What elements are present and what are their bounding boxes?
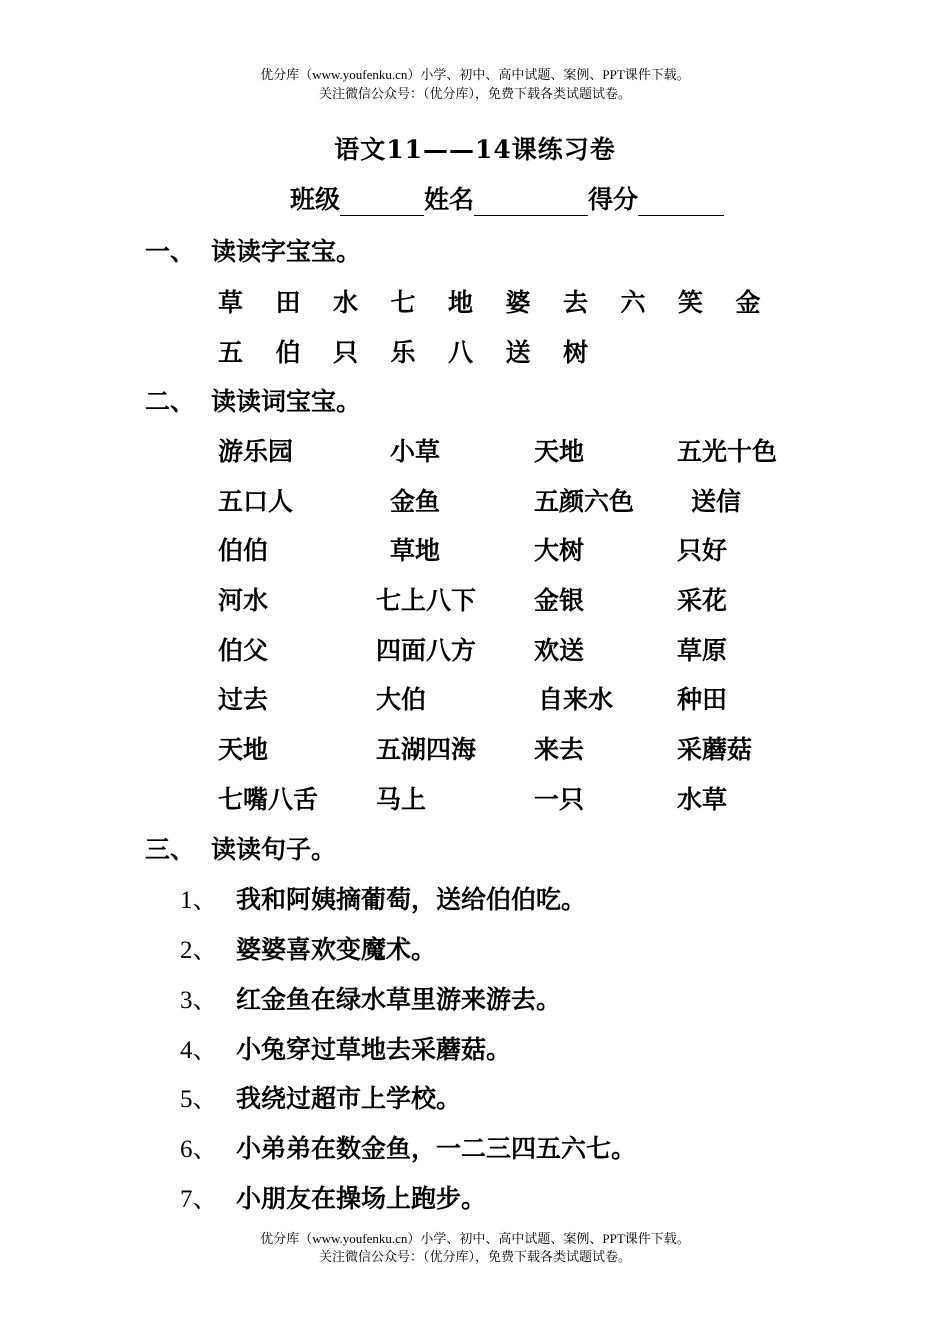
header-line-1: 优分库（www.youfenku.cn）小学、初中、高中试题、案例、PPT课件下载。 — [260, 67, 690, 82]
word-item: 金鱼 — [390, 487, 441, 516]
name-blank[interactable] — [474, 185, 588, 216]
word-item: 七嘴八舌 — [218, 785, 319, 814]
word-item: 伯伯 — [218, 536, 269, 565]
section-2-number: 二、 — [145, 387, 196, 416]
sentence-number: 7、 — [180, 1186, 218, 1213]
word-item: 五口人 — [218, 487, 294, 516]
char-item: 只 — [333, 338, 359, 367]
word-item: 五湖四海 — [376, 735, 477, 764]
sentence-number: 3、 — [180, 987, 218, 1014]
word-item: 天地 — [534, 437, 585, 466]
word-item: 马上 — [376, 785, 427, 814]
section-1-title: 读读字宝宝。 — [211, 237, 362, 266]
char-item: 八 — [448, 338, 474, 367]
section-3-heading — [145, 830, 336, 866]
sentence-text: 红金鱼在绿水草里游来游去。 — [236, 985, 562, 1014]
char-item: 六 — [620, 288, 646, 317]
footer-line-1: 优分库（www.youfenku.cn）小学、初中、高中试题、案例、PPT课件下载。 — [260, 1231, 690, 1246]
sentence-item — [180, 1179, 486, 1215]
word-item: 自来水 — [538, 685, 614, 714]
section-1-number: 一、 — [145, 237, 196, 266]
word-item: 欢送 — [534, 636, 585, 665]
section-1-heading — [145, 232, 361, 268]
score-label: 得分 — [588, 185, 639, 214]
sentence-text: 小弟弟在数金鱼，一二三四五六七。 — [236, 1134, 637, 1163]
class-label: 班级 — [290, 185, 341, 214]
word-item: 草原 — [677, 636, 728, 665]
sentence-item — [180, 930, 436, 966]
char-item: 树 — [563, 338, 589, 367]
char-item: 七 — [390, 288, 416, 317]
sentence-item — [180, 1079, 461, 1115]
word-item: 一只 — [534, 785, 585, 814]
sentence-number: 2、 — [180, 937, 218, 964]
char-item: 伯 — [275, 338, 301, 367]
word-item: 游乐园 — [218, 437, 294, 466]
section-3-number: 三、 — [145, 835, 196, 864]
char-row-2 — [218, 333, 621, 369]
sentence-text: 我和阿姨摘葡萄，送给伯伯吃。 — [236, 885, 587, 914]
word-item: 大树 — [534, 536, 585, 565]
sentence-item — [180, 1030, 511, 1066]
word-item: 过去 — [218, 685, 269, 714]
char-item: 地 — [448, 288, 474, 317]
sentence-number: 5、 — [180, 1086, 218, 1113]
word-item: 五颜六色 — [534, 487, 635, 516]
word-item: 来去 — [534, 735, 585, 764]
class-blank[interactable] — [340, 185, 424, 216]
word-item: 大伯 — [376, 685, 427, 714]
word-item: 种田 — [677, 685, 728, 714]
section-2-title: 读读词宝宝。 — [211, 387, 362, 416]
sentence-text: 婆婆喜欢变魔术。 — [236, 935, 437, 964]
sentence-item — [180, 980, 561, 1016]
word-item: 采蘑菇 — [677, 735, 753, 764]
sentence-text: 小朋友在操场上跑步。 — [236, 1184, 487, 1213]
sentence-number: 6、 — [180, 1136, 218, 1163]
word-item: 四面八方 — [376, 636, 477, 665]
word-item: 草地 — [390, 536, 441, 565]
score-blank[interactable] — [638, 185, 724, 216]
sentence-text: 小兔穿过草地去采蘑菇。 — [236, 1035, 512, 1064]
sentence-item — [180, 1129, 636, 1165]
word-item: 伯父 — [218, 636, 269, 665]
char-item: 五 — [218, 338, 244, 367]
word-item: 只好 — [677, 536, 728, 565]
word-item: 小草 — [390, 437, 441, 466]
word-item: 送信 — [691, 487, 742, 516]
word-item: 河水 — [218, 586, 269, 615]
sentence-text: 我绕过超市上学校。 — [236, 1084, 462, 1113]
word-item: 采花 — [677, 586, 728, 615]
char-item: 婆 — [505, 288, 531, 317]
section-2-heading — [145, 382, 361, 418]
sentence-number: 4、 — [180, 1037, 218, 1064]
sentence-number: 1、 — [180, 887, 218, 914]
name-label: 姓名 — [424, 185, 475, 214]
char-row-1 — [218, 283, 793, 319]
char-item: 田 — [275, 288, 301, 317]
char-item: 笑 — [678, 288, 704, 317]
word-item: 天地 — [218, 735, 269, 764]
char-item: 去 — [563, 288, 589, 317]
page-title: 语文11——14课练习卷 — [334, 135, 616, 164]
char-item: 水 — [333, 288, 359, 317]
section-3-title: 读读句子。 — [211, 835, 337, 864]
char-item: 草 — [218, 288, 244, 317]
word-item: 五光十色 — [677, 437, 778, 466]
word-item: 金银 — [534, 586, 585, 615]
char-item: 金 — [735, 288, 761, 317]
word-item: 七上八下 — [376, 586, 477, 615]
student-info-row — [290, 180, 724, 216]
footer-line-2: 关注微信公众号：（优分库），免费下载各类试题试卷。 — [318, 1249, 631, 1264]
char-item: 送 — [505, 338, 531, 367]
word-item: 水草 — [677, 785, 728, 814]
char-item: 乐 — [390, 338, 416, 367]
header-line-2: 关注微信公众号：（优分库），免费下载各类试题试卷。 — [318, 86, 631, 101]
sentence-item — [180, 880, 586, 916]
